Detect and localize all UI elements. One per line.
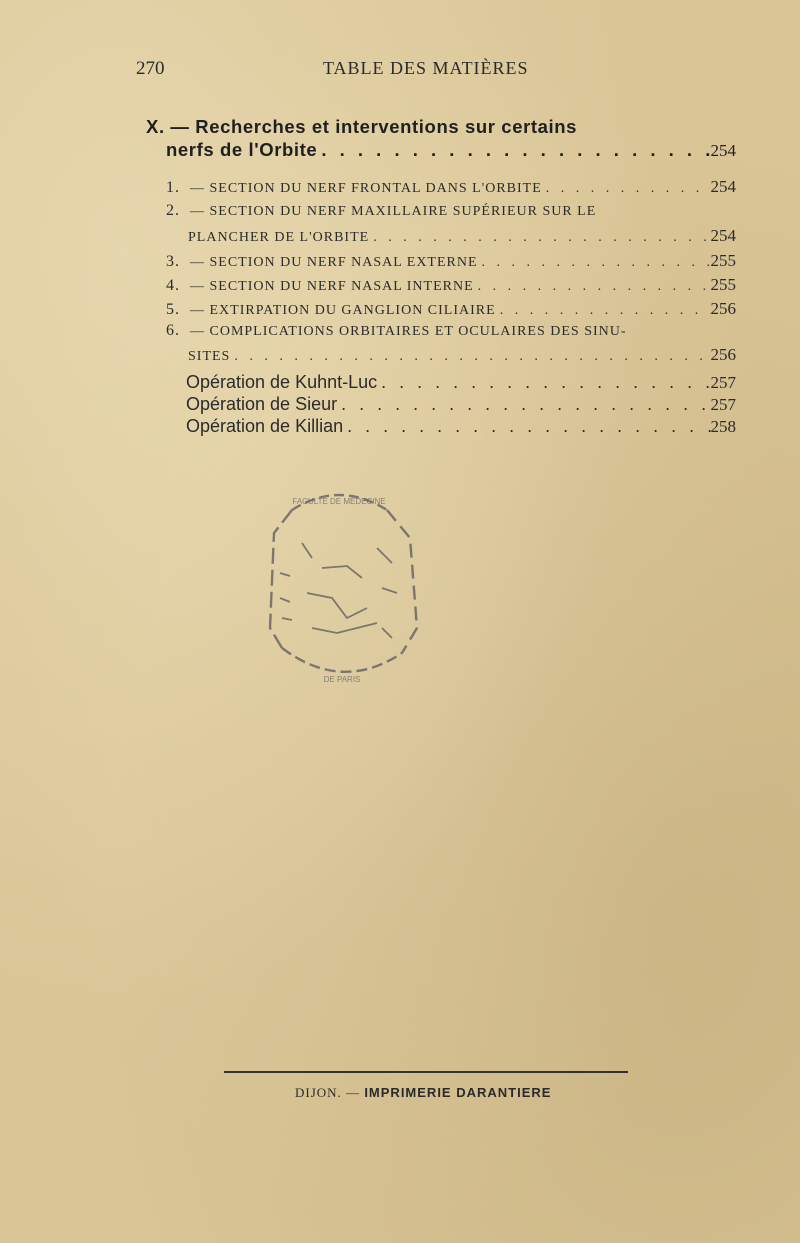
dot-leader (542, 181, 711, 197)
page-number: 270 (136, 58, 165, 79)
entry-page-number: 254 (710, 177, 736, 196)
entry-text-continued: PLANCHER DE L'ORBITE (188, 230, 370, 245)
entry-text: — COMPLICATIONS ORBITAIRES ET OCULAIRES DES SINU- (190, 324, 627, 339)
toc-entry-2-continuation (188, 226, 736, 246)
toc-entry-4 (166, 275, 736, 295)
dot-leader (369, 230, 710, 246)
operation-page-number: 257 (710, 373, 736, 392)
entry-number: 4. (166, 277, 180, 294)
section-title-line-1: X. — Recherches et interventions sur certains (146, 116, 578, 137)
dot-leader (377, 372, 710, 393)
toc-entry-5 (166, 299, 736, 319)
operation-text: Opération de Kuhnt-Luc (186, 372, 378, 392)
toc-entry-1 (166, 177, 736, 197)
toc-entry-2 (166, 202, 736, 220)
imprint-printer: IMPRIMERIE DARANTIERE (364, 1085, 552, 1100)
operation-page-number: 258 (710, 417, 736, 436)
entry-page-number: 256 (710, 345, 736, 364)
toc-entry-6-continuation (188, 345, 736, 365)
stamp-bottom-text: DE PARIS (323, 675, 361, 684)
entry-number: 3. (166, 253, 180, 270)
entry-page-number: 256 (710, 299, 736, 318)
entry-text: — EXTIRPATION DU GANGLION CILIAIRE (190, 303, 496, 318)
operation-page-number: 257 (710, 395, 736, 414)
entry-text: — SECTION DU NERF NASAL EXTERNE (190, 255, 478, 270)
imprint-city: DIJON. (295, 1085, 342, 1100)
dot-leader (337, 394, 710, 415)
running-title: TABLE DES MATIÈRES (323, 58, 529, 78)
entry-page-number: 254 (710, 226, 736, 245)
operation-entry-3 (186, 416, 736, 437)
stamp-top-text: FACULTÉ DE MÉDECINE (292, 497, 386, 506)
entry-text: — SECTION DU NERF MAXILLAIRE SUPÉRIEUR SUR LE (190, 204, 597, 219)
operation-text: Opération de Killian (186, 416, 344, 436)
entry-number: 6. (166, 322, 180, 339)
dot-leader (230, 349, 710, 365)
operation-entry-1 (186, 372, 736, 393)
toc-entry-6 (166, 322, 736, 340)
entry-page-number: 255 (710, 275, 736, 294)
library-stamp (252, 478, 427, 693)
toc-entry-3 (166, 251, 736, 271)
footer-rule (224, 1071, 628, 1073)
section-title-line-2 (166, 139, 736, 161)
entry-number: 2. (166, 202, 180, 219)
entry-text: — SECTION DU NERF NASAL INTERNE (190, 279, 474, 294)
imprint-dash: — (346, 1085, 361, 1100)
operation-text: Opération de Sieur (186, 394, 338, 414)
entry-number: 1. (166, 179, 180, 196)
entry-text: — SECTION DU NERF FRONTAL DANS L'ORBITE (190, 181, 542, 196)
entry-number: 5. (166, 301, 180, 318)
dot-leader (478, 255, 711, 271)
entry-text-continued: SITES (188, 349, 231, 364)
printer-imprint (295, 1085, 551, 1101)
dot-leader (343, 416, 710, 437)
dot-leader (474, 279, 711, 295)
dot-leader (317, 139, 710, 161)
section-title-text: nerfs de l'Orbite (166, 139, 318, 160)
section-page-number: 254 (710, 141, 736, 160)
dot-leader (496, 303, 711, 319)
entry-page-number: 255 (710, 251, 736, 270)
operation-entry-2 (186, 394, 736, 415)
